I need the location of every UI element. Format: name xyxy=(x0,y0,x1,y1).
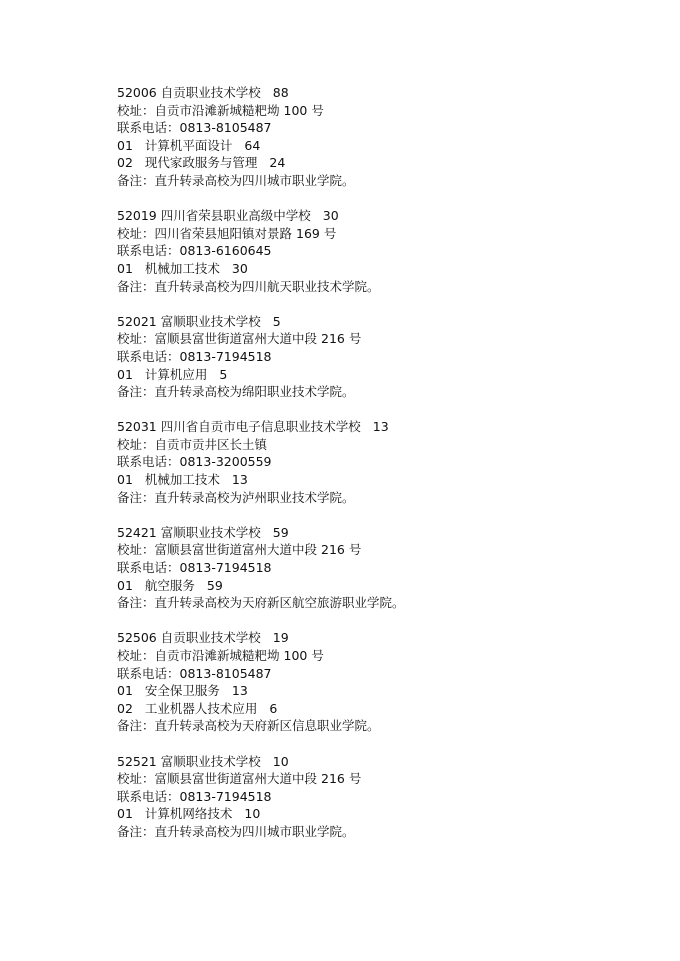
school-name: 富顺职业技术学校 xyxy=(160,524,261,540)
major-number: 01 xyxy=(117,577,133,593)
address-label: 校址： xyxy=(117,771,155,787)
note-value: 直升转录高校为四川城市职业学院。 xyxy=(154,823,355,839)
major-item xyxy=(117,260,657,278)
major-number: 02 xyxy=(117,155,133,171)
school-note xyxy=(117,717,657,735)
major-count: 10 xyxy=(244,806,261,822)
major-number: 01 xyxy=(117,260,133,276)
major-item xyxy=(117,682,657,700)
school-code: 52019 xyxy=(117,208,157,224)
school-note xyxy=(117,823,657,841)
school-phone xyxy=(117,119,657,137)
note-value: 直升转录高校为天府新区航空旅游职业学院。 xyxy=(154,595,405,611)
school-name: 自贡职业技术学校 xyxy=(160,630,261,646)
phone-label: 联系电话： xyxy=(117,120,180,136)
school-phone xyxy=(117,665,657,683)
major-count: 13 xyxy=(231,472,248,488)
school-code: 52021 xyxy=(117,313,157,329)
school-address xyxy=(117,102,657,120)
school-phone xyxy=(117,788,657,806)
school-address xyxy=(117,541,657,559)
major-list xyxy=(117,471,657,489)
address-value: 自贡市沿滩新城糙粑坳 100 号 xyxy=(154,102,324,118)
school-header xyxy=(117,629,657,647)
major-number: 02 xyxy=(117,700,133,716)
phone-value: 0813-8105487 xyxy=(179,665,272,681)
school-name: 四川省自贡市电子信息职业技术学校 xyxy=(160,419,361,435)
school-entry xyxy=(117,753,657,841)
phone-value: 0813-6160645 xyxy=(179,243,272,259)
major-list xyxy=(117,577,657,595)
note-label: 备注： xyxy=(117,595,155,611)
school-note xyxy=(117,278,657,296)
document-page xyxy=(117,84,657,858)
school-quota: 30 xyxy=(322,208,339,224)
major-list xyxy=(117,260,657,278)
school-address xyxy=(117,770,657,788)
school-quota: 10 xyxy=(272,753,289,769)
note-label: 备注： xyxy=(117,278,155,294)
phone-label: 联系电话： xyxy=(117,348,180,364)
note-value: 直升转录高校为四川城市职业学院。 xyxy=(154,172,355,188)
phone-value: 0813-7194518 xyxy=(179,560,272,576)
note-label: 备注： xyxy=(117,823,155,839)
school-code: 52506 xyxy=(117,630,157,646)
major-list xyxy=(117,366,657,384)
note-label: 备注： xyxy=(117,384,155,400)
phone-label: 联系电话： xyxy=(117,560,180,576)
school-address xyxy=(117,436,657,454)
major-count: 30 xyxy=(231,260,248,276)
major-count: 59 xyxy=(206,577,223,593)
major-item xyxy=(117,805,657,823)
school-header xyxy=(117,207,657,225)
phone-label: 联系电话： xyxy=(117,454,180,470)
major-name: 计算机应用 xyxy=(144,366,208,382)
note-value: 直升转录高校为四川航天职业技术学院。 xyxy=(154,278,380,294)
major-name: 计算机平面设计 xyxy=(144,137,233,153)
school-phone xyxy=(117,242,657,260)
major-list xyxy=(117,137,657,172)
address-label: 校址： xyxy=(117,542,155,558)
school-code: 52421 xyxy=(117,524,157,540)
school-header xyxy=(117,524,657,542)
major-item xyxy=(117,154,657,172)
school-quota: 59 xyxy=(272,524,289,540)
phone-value: 0813-8105487 xyxy=(179,120,272,136)
major-name: 现代家政服务与管理 xyxy=(144,155,258,171)
major-item xyxy=(117,471,657,489)
school-header xyxy=(117,84,657,102)
major-number: 01 xyxy=(117,137,133,153)
major-name: 计算机网络技术 xyxy=(144,806,233,822)
major-name: 航空服务 xyxy=(144,577,195,593)
major-name: 工业机器人技术应用 xyxy=(144,700,258,716)
school-entry xyxy=(117,313,657,401)
school-note xyxy=(117,172,657,190)
note-label: 备注： xyxy=(117,489,155,505)
address-label: 校址： xyxy=(117,225,155,241)
major-number: 01 xyxy=(117,683,133,699)
school-code: 52006 xyxy=(117,85,157,100)
address-label: 校址： xyxy=(117,102,155,118)
phone-value: 0813-7194518 xyxy=(179,348,272,364)
major-number: 01 xyxy=(117,806,133,822)
school-phone xyxy=(117,348,657,366)
school-phone xyxy=(117,559,657,577)
school-phone xyxy=(117,453,657,471)
note-value: 直升转录高校为天府新区信息职业学院。 xyxy=(154,718,380,734)
school-code: 52521 xyxy=(117,753,157,769)
major-count: 64 xyxy=(244,137,261,153)
school-entry xyxy=(117,84,657,190)
school-entry xyxy=(117,629,657,735)
school-quota: 88 xyxy=(272,85,289,100)
school-header xyxy=(117,313,657,331)
address-label: 校址： xyxy=(117,648,155,663)
major-count: 6 xyxy=(269,700,278,716)
school-address xyxy=(117,330,657,348)
address-value: 富顺县富世街道富州大道中段 216 号 xyxy=(154,331,362,347)
major-count: 24 xyxy=(269,155,286,171)
note-value: 直升转录高校为绵阳职业技术学院。 xyxy=(154,384,355,400)
address-value: 自贡市沿滩新城糙粑坳 100 号 xyxy=(154,648,324,663)
major-number: 01 xyxy=(117,472,133,488)
school-note xyxy=(117,489,657,507)
school-address xyxy=(117,647,657,665)
phone-label: 联系电话： xyxy=(117,788,180,804)
note-value: 直升转录高校为泸州职业技术学院。 xyxy=(154,489,355,505)
school-name: 自贡职业技术学校 xyxy=(160,85,261,100)
phone-value: 0813-7194518 xyxy=(179,788,272,804)
major-count: 13 xyxy=(231,683,248,699)
address-value: 富顺县富世街道富州大道中段 216 号 xyxy=(154,542,362,558)
major-count: 5 xyxy=(219,366,228,382)
school-header xyxy=(117,753,657,771)
address-label: 校址： xyxy=(117,331,155,347)
school-entry xyxy=(117,418,657,506)
school-address xyxy=(117,225,657,243)
major-item xyxy=(117,137,657,155)
phone-label: 联系电话： xyxy=(117,243,180,259)
major-list xyxy=(117,805,657,823)
address-label: 校址： xyxy=(117,436,155,452)
address-value: 自贡市贡井区长土镇 xyxy=(154,436,268,452)
school-name: 富顺职业技术学校 xyxy=(160,753,261,769)
major-item xyxy=(117,700,657,718)
major-list xyxy=(117,682,657,717)
address-value: 富顺县富世街道富州大道中段 216 号 xyxy=(154,771,362,787)
school-quota: 19 xyxy=(272,630,289,646)
school-header xyxy=(117,418,657,436)
major-item xyxy=(117,577,657,595)
school-quota: 13 xyxy=(372,419,389,435)
address-value: 四川省荣县旭阳镇对景路 169 号 xyxy=(154,225,337,241)
school-entry xyxy=(117,207,657,295)
phone-label: 联系电话： xyxy=(117,665,180,681)
school-code: 52031 xyxy=(117,419,157,435)
note-label: 备注： xyxy=(117,172,155,188)
school-note xyxy=(117,594,657,612)
school-name: 四川省荣县职业高级中学校 xyxy=(160,208,311,224)
major-name: 机械加工技术 xyxy=(144,472,220,488)
school-quota: 5 xyxy=(272,313,281,329)
school-note xyxy=(117,383,657,401)
major-number: 01 xyxy=(117,366,133,382)
school-entry xyxy=(117,524,657,612)
major-item xyxy=(117,366,657,384)
note-label: 备注： xyxy=(117,718,155,734)
major-name: 机械加工技术 xyxy=(144,260,220,276)
school-name: 富顺职业技术学校 xyxy=(160,313,261,329)
phone-value: 0813-3200559 xyxy=(179,454,272,470)
major-name: 安全保卫服务 xyxy=(144,683,220,699)
